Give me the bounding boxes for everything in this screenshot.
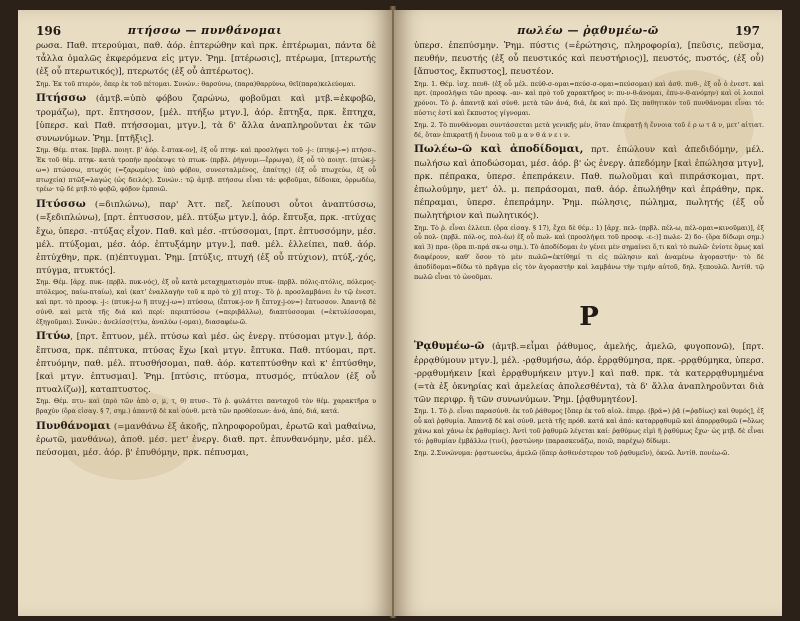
paper-stain (624, 70, 754, 180)
entry-text: Σημ. Θέμ. [ἀρχ. πυκ- (πρβλ. πυκ-νός), ἐξ οὗ κατὰ μεταχηματισμὸν πτυκ- (πρβλ. πόλις-πτόλις, πόλεμος-πτόλεμος, παίω-πταίω), καὶ (κατ' ἐναλλαγὴν τοῦ κ πρὸ τὸ χ)] πτυχ-. Τὸ ῥ. προσλαμβάνει ἐν τῷ ἐνεστ. καὶ πρτ. τὸ προσφ. -j-: (πτυκ-j-ω ἢ πτυχ-j-ω=) πτύσσω, (ἔπτυκ-j-ον ἢ ἔπτυχ-j-ον=) ἔπτυσσον. Ἀπαντᾷ δὲ σύνθ. καὶ μετὰ τῆς διά καὶ περί: περιπτύσσω (=περιβάλλω), διαπτύσσομαι (=ἐκτυλίσσομαι, ἐξηγοῦμαι). Συνών.: ἀνελίσσ(ττ)ω, ἀναλύω (-ομαι), διασαφέω-ῶ. (36, 278, 376, 326)
note-paragraph (36, 278, 376, 327)
entry-text: πρτ. ἐπώλουν καὶ ἀπεδιδόμην, μέλ. πωλήσω καὶ ἀποδώσομαι, μέσ. ἀόρ. β' ὡς ἐνεργ. ἀπεδόμην [καὶ ἐπώλησα μτγν], πρκ. πέπρακα, ὑπερσ. ἐπεπράκειν. Παθ. πωλοῦμαι καὶ πιπράσκομαι, πρτ. ἐπωλούμην, μετ' ὀλ. μ. πεπράσομαι, παθ. ἀόρ. ἐπωλήθην καὶ ἐπράθην, πρκ. πέπραμαι, ὑπερσ. ἐπεπράμην. Ῥημ. πώλησις, πώλημα, πωλητής (ἐξ οὗ πωλητήριον καὶ πωλητικός). (414, 145, 764, 222)
entry-headword: Πωλέω-ῶ καὶ ἀποδίδομαι, (414, 143, 584, 156)
entry-headword: Ῥᾳθυμέω-ῶ (414, 340, 485, 353)
dictionary-entry (36, 198, 376, 278)
right-page (394, 10, 782, 616)
dictionary-entry (414, 340, 764, 407)
entry-text: Σημ. 1. Θέμ. ἰσχ. πευθ- (ἐξ οὗ μέλ. πεύθ-σ-ομαι=πεύσ-σ-ομαι=πεύσομαι) καὶ ἀσθ. πυθ-, ἐξ οὗ ὁ ἐνεστ. καὶ πρτ. (προσλήψει τῶν προσφ. -αν- καὶ πρὸ τοῦ χαρακτῆρος ν: πυ-ν-θ-άνομαι, ἐπυ-ν-θ-ανόμην) καὶ οἱ λοιποὶ χρόνοι. Τὸ ῥ. ἀπαντᾷ καὶ σύνθ. μετὰ τῶν ἀνά, διά, ἐκ καὶ πρό. Ὡς παθητικὸν τοῦ πυνθάνομαι εἶναι τό: πύστις ἐστί καὶ ἔκπυστος γίγνομαι. (414, 79, 764, 117)
entry-text: ὑπερσ. ἐπεπύσμην. Ῥημ. πύστις (=ἐρώτησις, πληροφορία), [πεῦσις, πεῦσμα, πευθήν, πευστής (ἐξ οὗ πευστικός καὶ πευστήριος)], πευστός, πυστός, (ἐξ οὗ) [ἄπυστος, ἔκπυστος], πευστέον. (414, 41, 764, 78)
note-paragraph (36, 80, 376, 90)
entry-headword: Πυνθάνομαι (36, 420, 111, 433)
entry-text: (=διπλώνω), παρ' Ἀττ. πεζ. λείπουσι οὗτοι ἀναπτύσσω, (=ξεδιπλώνω), [πρτ. ἐπτυσσον, μέλ. πτύξω μτγν.], ἀόρ. ἔπτυξα, πρκ. -πτύχας ἔχω, ὑπερσ. -πτύξας εἶχον. Παθ. καὶ μέσ. -πτύσσομαι, [πρτ. ἐπτυσσόμην, μέσ. μέλ. πτύξομαι, μέσ. ἀόρ. ἐπτυξάμην μτγν.], παθ. μέλ. ἐλλείπει, παθ. ἀόρ. ἐπτύχθην, πρκ. (π)έπτυγμαι. Ῥημ. [πτύξις, πτυχή (ἐξ οὗ πτύχιον), πτύξ,-χός, πτύγμα, πτυκτός]. (36, 200, 376, 277)
running-head: πτήσσω — πυνθάνομαι (127, 24, 283, 37)
page-number: 196 (36, 24, 62, 38)
entry-text: Σημ. 2. Τὸ πυνθάνομαι συντάσσεται μετὰ γενικῆς μέν, ὅταν ἐπικρατῇ ἡ ἔννοια τοῦ ἐ ρ ω τ ᾶ ν, μετ' αἰτιατ. δέ, ὅταν ἐπικρατῇ ἡ ἔννοια τοῦ μ α ν θ ά ν ε ι ν. (414, 120, 764, 139)
entry-text: (=μανθάνω ἐξ ἀκοῆς, πληροφοροῦμαι, ἐρωτῶ καὶ μαθαίνω, ἐρωτῶ, μανθάνω), ἀποθ. μέσ. μετ' ἐνεργ. διαθ. πρτ. ἐπυνθανόμην, μέσ. μέλ. πεύσομαι, μέσ. ἀόρ. β' ἐπυθόμην, πρκ. πέπυσμαι, (36, 422, 376, 459)
entry-text: , [πρτ. ἔπτυον, μέλ. πτύσω καὶ μέσ. ὡς ἐνεργ. πτύσομαι μτγν.], ἀόρ. ἔπτυσα, πρκ. πέπτυκα, πτύσας ἔχω [καὶ μτγν. ἔπτυκα. Παθ. πτύομαι, πρτ. ἐπτυόμην, παθ. μέλ. πτυσθήσομαι, παθ. ἀόρ. κατεπτύσθην καὶ κ' ἐπτύσθην, [καὶ μτγν. ἐπτυσμαι]. Ῥημ. [πτύσις, πτύσμα, πτυσμός, πτύαλον (ἐξ οὗ πτυαλίζω)], καταπτυστος. (36, 332, 376, 396)
text-paragraph (36, 40, 376, 80)
entry-headword: Πτήσσω (36, 92, 87, 105)
entry-text: (ἀμτβ.=ὑπὸ φόβου ζαρώνω, φοβοῦμαι καὶ μτβ.=ἐκφοβῶ, τρομάζω), πρτ. ἔπτησσον, [μέλ. πτήξω μτγν.], ἀόρ. ἔπτηξα, πρκ. ἔπτηχα, [ὑπερσ. καὶ Παθ. πτήσσομαι, μτγν.], τὰ δ' ἄλλα ἀναπληροῦνται ἐκ τῶν συνωνύμων. Ῥημ. [πτῆξις]. (36, 94, 376, 145)
page-number: 197 (734, 24, 760, 38)
dictionary-entry (36, 330, 376, 397)
entry-headword: Πτύω (36, 330, 71, 343)
right-page-header (394, 10, 782, 40)
left-page (18, 10, 392, 616)
note-paragraph (414, 449, 764, 459)
dictionary-entry (36, 92, 376, 146)
entry-text: ρωσα. Παθ. πτερούμαι, παθ. ἀόρ. ἐπτερώθην καὶ πρκ. ἐπτέρωμαι, πάντα δὲ τἆλλα ὁμαλῶς ἐκφερόμενα εἰς μτγν. Ῥημ. [πτέρωσις], πτέρωμα, [πτερωτής (ἐξ οὗ πτερωτικός)], πτερωτός (ἐξ οὗ ἀπτέρωτος). (36, 41, 376, 78)
entry-text: Σημ. 1. Τὸ ῥ. εἶναι παρασύνθ. ἐκ τοῦ ῥάθυμος [ὅπερ ἐκ τοῦ αἰολ. ἐπιρρ. (βρά=) ῥᾷ (=ῥᾳδίως) καὶ θυμός], ἐξ οὗ καὶ ῥᾳθυμία. Ἀπαντᾷ δὲ καὶ σύνθ. μετὰ τῆς πρόθ. κατά καὶ ἀπό: καταρρᾳθυμῶ καὶ ἀπορρᾳθυμῶ (=ὅλως χάνω καὶ χάνω ἐκ ῥᾳθυμίας). Ἀντὶ τοῦ ῥᾳθυμῶ λέγεται καί: ῥᾳθύμως εἰμὶ ἢ ῥᾳθύμως ἔχω· ὡς μτβ. δὲ εἶναι τό: ῥᾳθυμίαν ἐμβάλλω (τινί), ῥᾳστώνην (παρασκευάζω, ποιῶ, παρέχω) δίδωμι. (414, 407, 764, 445)
left-page-header (18, 10, 392, 40)
running-head: πωλέω — ῥᾳθυμέω-ῶ (517, 24, 659, 37)
entry-text: Σημ. Ἐκ τοῦ πτερόν, ὅπερ ἐκ τοῦ πέτομαι. Συνών.: θαρσύνω, (παρα)θαρρύνω, θεῖ(παρα)κελεύομαι. (36, 79, 356, 88)
paper-stain (58, 390, 198, 480)
note-paragraph (36, 146, 376, 195)
entry-text: (ἀμτβ.=εἶμαι ῥάθυμος, ἀμελής, ἀμελῶ, φυγοπονῶ), [πρτ. ἐρρᾳθύμουν μτγν.], μέλ. -ρᾳθυμήσω, ἀόρ. ἐρρᾳθύμησα, πρκ. -ρρᾳθύμηκα, ὑπερσ. -ρρᾳθυμήκειν [καὶ ἐρρᾳθυμήκειν μτγν.] καὶ παθ. πρκ. τὰ κατερρᾳθυμημένα (=τὰ ἐξ ὀκνηρίας καὶ ἀμελείας ἀπολεσθέντα), τὰ δ' ἄλλα ἀναπληροῦνται διὰ τῶν περιφρ. ἢ τῶν συνωνύμων. Ῥημ. [ῥᾳθυμητέον]. (414, 342, 764, 406)
entry-text: Σημ. 2.Συνώνυμα: ῥᾳστωνεύω, ἀμελῶ (ὅπερ ἀσθενέστερον τοῦ ῥᾳθυμεῖν), ὀκνῶ. Ἀντίθ. πονέω-ῶ. (414, 448, 730, 457)
note-paragraph (414, 224, 764, 283)
entry-headword: Πτύσσω (36, 198, 86, 211)
note-paragraph (414, 407, 764, 446)
section-letter: P (579, 302, 599, 333)
left-page-body (18, 40, 392, 461)
entry-text: Σημ. Θέμ. πτυ- καὶ (πρὸ τῶν ἀπὸ σ, μ, τ, θ) πτυσ-. Τὸ ῥ. φυλάττει πανταχοῦ τὸν θέμ. χαρακτῆρα υ βραχὺν (ὅρα εἰσαγ. § 7, σημ.) ἀπαντᾷ δὲ καὶ σύνθ. μετὰ τῶν προθέσεων: ἀνά, ἀπό, διά, κατά. (36, 397, 376, 416)
entry-text: Σημ. Τὸ ῥ. εἶναι ἐλλειπ. (ὅρα εἰσαγ. § 17), ἔχει δὲ θέμ.: 1) [ἀρχ. πελ- (πρβλ. πέλ-ω, πέλ-ομαι=κινοῦμαι)], ἐξ οὗ πολ- (πρβλ. πόλ-ος, πολ-έω) ἐξ οὗ πωλ- καὶ (προσλήψει τοῦ προσφ. -ε-:)] πωλε- 2) δο- (ὅρα δίδωμι σημ.) καὶ 3) πρα- (ὅρα πι-πρά σκ-ω σημ.). Τὸ ἀποδίδομαι ἐν γένει μὲν σημαίνει ὅ,τι καὶ τὸ πωλῶ· ἐνίοτε ὅμως καὶ διαφέρουν, καθ' ὅσον τὸ μὲν πωλῶ=ἐκτίθημί τι εἰς πώλησιν καὶ ἀναμένω ἀγοραστήν· τὸ δὲ ἀποδίδομαι=δίδω τὸ πρᾶγμα εἰς τὸν ἀγοραστὴν καὶ λαμβάνω τὴν τιμὴν αὐτοῦ, δηλ. ξεπουλῶ. Ἀντίθ. τῷ πωλῶ εἶναι τὸ ὠνοῦμαι. (414, 223, 764, 281)
entry-text: Σημ. Θέμ. πτακ. [πρβλ. ποιητ. β' ἀόρ. ἔ-πτακ-ον], ἐξ οὗ πτηκ- καὶ προσλήψει τοῦ -j-: (πτηκ-j-=) πτήσσ-. Ἐκ τοῦ θέμ. πτηκ- κατὰ τροπὴν προέκυψε τὸ πτωκ- (πρβλ. ῥήγνυμι—ἔρρωγα), ἐξ οὗ τὸ ποιητ. (πτώκ-j-ω=) πτώσσω, πτωχός (=ζαρωμένος ὑπὸ φόβου, συνεσταλμένος, ἐπαίτης) (ἐξ οὗ πτωχεύω, ἐξ οὗ πτωχεία) πτῶξ=λαγώς (ὡς δειλός). Συνών.: τῷ ἀμτβ. πτήσσω εἶναι τά: φοβοῦμαι, δέδοικα, ὀρρωδέω, τρέω· τῷ δὲ μτβ.τὸ φοβῶ, φόβον ἐμποιῶ. (36, 146, 376, 194)
